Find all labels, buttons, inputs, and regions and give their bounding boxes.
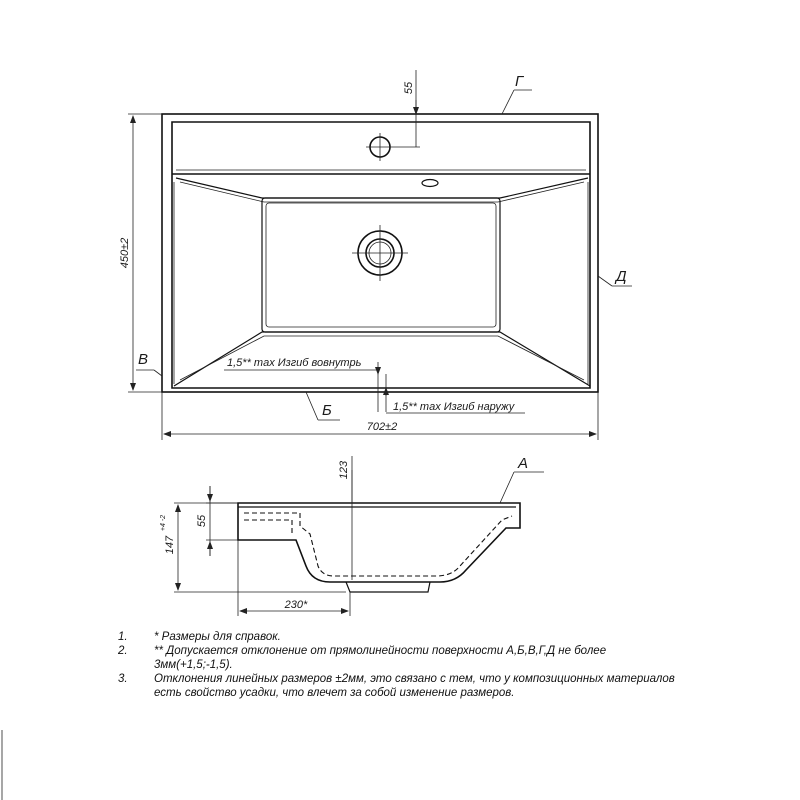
side-view — [160, 455, 544, 616]
note-item — [118, 630, 678, 644]
dim-width-top-label: 702±2 — [366, 421, 398, 433]
leader-surface-g — [502, 73, 532, 114]
side-drain-stub — [346, 582, 430, 592]
leader-surface-d — [598, 268, 632, 286]
top-view — [119, 70, 632, 440]
leader-surface-b — [306, 392, 340, 420]
dim-side-width — [238, 540, 350, 616]
bowl-slope-back — [176, 178, 588, 198]
leader-surface-a — [500, 455, 544, 503]
dim-side-rim — [196, 486, 238, 556]
dim-side-depth — [338, 456, 352, 580]
side-outer-contour — [238, 503, 520, 582]
dim-width-top — [162, 392, 598, 440]
dim-side-rim-label: 55 — [196, 514, 208, 528]
bend-in-label: 1,5** max Изгиб вовнутрь — [227, 357, 362, 369]
leader-surface-v — [136, 351, 162, 376]
note-number: 1. — [118, 631, 128, 643]
drain-hole — [352, 225, 408, 281]
notes-block — [118, 630, 678, 700]
tap-hole — [366, 133, 394, 161]
dim-side-depth-label: 123 — [338, 460, 350, 480]
note-text: * Размеры для справок. — [154, 631, 281, 643]
note-item — [118, 644, 678, 672]
overflow-slot — [422, 180, 438, 187]
note-item — [118, 672, 678, 700]
dim-side-width-label: 230* — [284, 599, 308, 611]
note-number: 2. — [118, 645, 128, 657]
bend-out-label: 1,5** max Изгиб наружу — [393, 401, 515, 413]
bowl-bottom — [262, 198, 500, 332]
dim-tap-offset — [394, 70, 420, 147]
surface-d-label: Д — [616, 268, 627, 285]
note-text: Отклонения линейных размеров ±2мм, это связано с тем, что у композиционных материалов есть свойство усадки, что влечет за собой изменение размеров. — [154, 673, 675, 699]
surface-b-label: Б — [322, 402, 332, 419]
surface-g-label: Г — [515, 73, 524, 90]
dim-height-top-label: 450±2 — [119, 237, 131, 269]
surface-v-label: В — [138, 351, 149, 368]
surface-a-label: А — [518, 455, 529, 472]
dim-tap-offset-label: 55 — [403, 81, 415, 95]
note-number: 3. — [118, 673, 128, 685]
dim-side-height — [160, 503, 346, 592]
note-text: ** Допускается отклонение от прямолинейности поверхности А,Б,В,Г,Д не более 3мм(+1,5;-1,5). — [154, 645, 607, 671]
dim-side-height-label: 147 — [164, 535, 176, 555]
dim-side-height-tol: +4 -2 — [160, 514, 167, 532]
side-inner-bowl — [244, 513, 512, 576]
